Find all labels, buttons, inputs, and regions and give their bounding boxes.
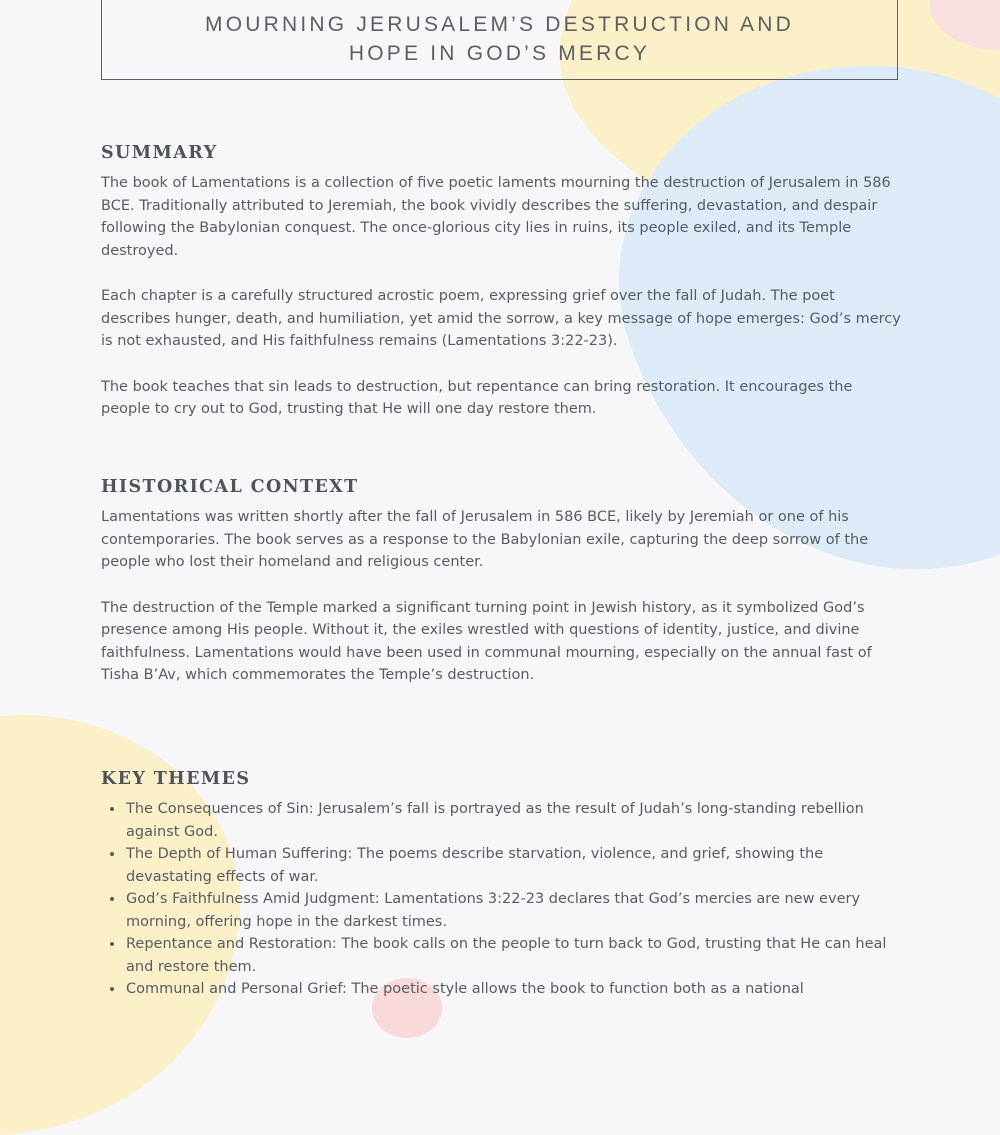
theme-item: • The Consequences of Sin: Jerusalem’s fall is portrayed as the result of Judah’s long-standing rebellion against God. — [125, 798, 901, 843]
summary-heading: SUMMARY — [101, 143, 218, 163]
summary-paragraph-3: The book teaches that sin leads to destruction, but repentance can bring restoration. It encourages the people to cry out to God, trusting that He will one day restore them. — [101, 378, 853, 417]
page-title-line-2: HOPE IN GOD’S MERCY — [348, 41, 651, 65]
page-title-line-1: MOURNING JERUSALEM’S DESTRUCTION AND — [205, 12, 794, 36]
historical-paragraph-1: Lamentations was written shortly after the fall of Jerusalem in 586 BCE, likely by Jeremiah or one of his contemporaries. The book serves as a response to the Babylonian exile, capturing the deep sorrow of the people who lost their homeland and religious center. — [101, 509, 869, 570]
historical-context-heading: HISTORICAL CONTEXT — [101, 477, 359, 497]
key-themes-heading: KEY THEMES — [101, 769, 251, 789]
historical-paragraph-2: The destruction of the Temple marked a significant turning point in Jewish history, as it symbolized God’s presence among His people. Without it, the exiles wrestled with questions of identity, justice, and divine faithfulness. Lamentations would have been used in communal mourning, especially on the annual fast of Tisha B’Av, which commemorates the Temple’s destruction. — [101, 599, 872, 683]
theme-item: • Repentance and Restoration: The book calls on the people to turn back to God, trusting that He can heal and restore them. — [125, 933, 901, 978]
summary-paragraph-1: The book of Lamentations is a collection of five poetic laments mourning the destruction of Jerusalem in 586 BCE. Traditionally attributed to Jeremiah, the book vividly describes the suffering, devastation, and despair following the Babylonian conquest. The once-glorious city lies in ruins, its people exiled, and its Temple destroyed. — [101, 175, 891, 259]
summary-section — [101, 141, 901, 421]
historical-context-section — [101, 475, 901, 687]
theme-item: • Communal and Personal Grief: The poetic style allows the book to function both as a national — [125, 978, 901, 1001]
theme-item: • The Depth of Human Suffering: The poems describe starvation, violence, and grief, showing the devastating effects of war. — [125, 843, 901, 888]
title-box — [101, 0, 898, 80]
key-themes-list — [101, 798, 901, 1001]
key-themes-section — [101, 767, 901, 1001]
theme-item: • God’s Faithfulness Amid Judgment: Lamentations 3:22-23 declares that God’s mercies are new every morning, offering hope in the darkest times. — [125, 888, 901, 933]
summary-paragraph-2: Each chapter is a carefully structured acrostic poem, expressing grief over the fall of Judah. The poet describes hunger, death, and humiliation, yet amid the sorrow, a key message of hope emerges: God’s mercy is not exhausted, and His faithfulness remains (Lamentations 3:22-23). — [101, 288, 901, 349]
